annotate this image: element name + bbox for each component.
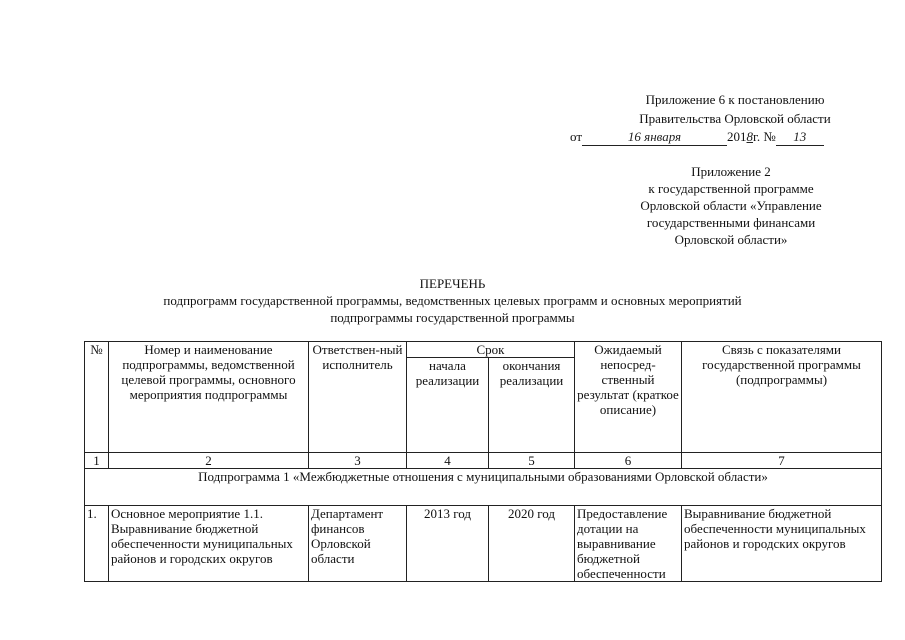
page-title: ПЕРЕЧЕНЬ (419, 276, 486, 291)
appendix-line3: Орловской области «Управление (640, 198, 822, 213)
col-num-2: 2 (109, 453, 309, 469)
header-result: Ожидаемый непосред-ственный результат (краткое описание) (575, 342, 682, 453)
row1-link: Выравнивание бюджетной обеспеченности муниципальных районов и городских округов (682, 506, 882, 582)
date-handwritten: 16 января (627, 129, 682, 144)
row1-start: 2013 год (407, 506, 489, 582)
year-text: 201 (727, 129, 747, 144)
number-field (776, 128, 824, 146)
page-subtitle-line1: подпрограмм государственной программы, ведомственных целевых программ и основных мероприятий (163, 293, 742, 308)
header-responsible: Ответствен-ный исполнитель (309, 342, 407, 453)
decree-appendix-line2: Правительства Орловской области (639, 111, 831, 126)
row1-name: Основное мероприятие 1.1. Выравнивание бюджетной обеспеченности муниципальных районов и городских округов (109, 506, 309, 582)
row1-result: Предоставление дотации на выравнивание бюджетной обеспеченности (575, 506, 682, 582)
table-row (85, 506, 882, 582)
header-num: № (85, 342, 109, 453)
appendix-line2: к государственной программе (648, 181, 814, 196)
decree-date-line (570, 128, 880, 146)
row1-responsible: Департамент финансов Орловской области (309, 506, 407, 582)
header-link: Связь с показателями государственной программы (подпрограммы) (682, 342, 882, 453)
header-start: начала реализации (407, 358, 489, 453)
row1-num: 1. (85, 506, 109, 582)
subprogram-row: Подпрограмма 1 «Межбюджетные отношения с муниципальными образованиями Орловской области» (85, 469, 882, 506)
page-subtitle-line2: подпрограммы государственной программы (330, 310, 575, 325)
header-end: окончания реализации (489, 358, 575, 453)
appendix-line4: государственными финансами (646, 215, 816, 230)
col-num-5: 5 (489, 453, 575, 469)
col-num-6: 6 (575, 453, 682, 469)
appendix-line1: Приложение 2 (691, 164, 771, 179)
col-num-4: 4 (407, 453, 489, 469)
header-name: Номер и наименование подпрограммы, ведомственной целевой программы, основного мероприятия подпрограммы (109, 342, 309, 453)
date-field (582, 128, 727, 146)
year-handwritten-digit: 8 (746, 129, 754, 144)
col-num-3: 3 (309, 453, 407, 469)
appendix-line5: Орловской области» (674, 232, 788, 247)
number-sign: г. № (753, 129, 776, 144)
programs-table (84, 341, 882, 582)
col-num-1: 1 (85, 453, 109, 469)
number-handwritten: 13 (793, 129, 807, 144)
date-prefix: от (570, 129, 583, 144)
col-num-7: 7 (682, 453, 882, 469)
row1-end: 2020 год (489, 506, 575, 582)
decree-appendix-line1: Приложение 6 к постановлению (645, 92, 825, 107)
header-term: Срок (407, 342, 575, 358)
